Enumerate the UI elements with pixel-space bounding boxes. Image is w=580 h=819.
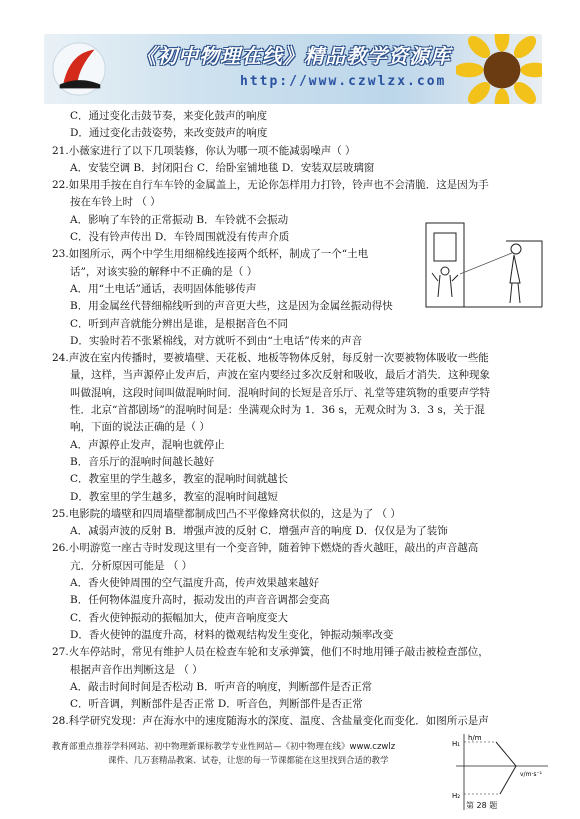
text-line: 22.如果用手按在自行车车铃的金属盖上，无论你怎样用力打铃，铃声也不会清脆．这是因为手 xyxy=(52,179,489,192)
text-line: 话”，对该实验的解释中不正确的是（ ） xyxy=(70,265,258,278)
text-line: B．用金属丝代替细棉线听到的声音更大些，这是因为金属丝振动得快 xyxy=(70,300,393,313)
text-line: C．没有铃声传出 D．车铃周围就没有传声介质 xyxy=(70,231,290,244)
page-footer xyxy=(52,740,452,768)
v-axis-label: v/m·s⁻¹ xyxy=(520,771,543,778)
text-line: C．听音调，判断部件是否正常 D．听音色，判断部件是否正常 xyxy=(70,698,363,711)
text-line: 24.声波在室内传播时，要被墙壁、天花板、地板等物体反射，每反射一次要被物体吸收一些能 xyxy=(52,352,489,365)
site-logo-icon xyxy=(50,40,108,98)
text-line: D．教室里的学生越多，教室的混响时间越短 xyxy=(70,490,278,503)
header-banner xyxy=(44,34,542,104)
string-telephone-figure xyxy=(424,213,544,313)
text-line: 21.小薇家进行了以下几项装修，你认为哪一项不能减弱噪声（ ） xyxy=(52,144,356,157)
h1-label: H₁ xyxy=(452,740,461,748)
text-line: 性．北京“首都剧场”的混响时间是：坐满观众时为 1．36 s，无观众时为 3．3 s，关于混 xyxy=(70,404,485,417)
text-line: B．任何物体温度升高时，振动发出的声音音调都会变高 xyxy=(70,594,330,607)
text-line: D．通过变化击鼓姿势，来改变鼓声的响度 xyxy=(70,127,268,140)
h2-label: H₂ xyxy=(452,792,461,800)
figure-caption: 第 28 题 xyxy=(466,801,498,810)
text-line: 28.科学研究发现：声在海水中的速度随海水的深度、温度、含盐量变化而变化．如图所示是声 xyxy=(52,715,489,728)
footer-line-2: 课件、几万套精品教案、试卷，让您的每一节课都能在这里找到合适的教学 xyxy=(108,756,389,766)
footer-line-1: 教育部重点推荐学科网站、初中物理新课标教学专业性网站—《初中物理在线》www.czwlz xyxy=(52,742,396,752)
text-line: A．声源停止发声，混响也就停止 xyxy=(70,438,225,451)
text-line: 根据声音作出判断这是 （ ） xyxy=(70,663,203,676)
banner-url-link[interactable]: http://www.czwlzx.com xyxy=(240,74,447,89)
text-line: C．听到声音就能分辨出是谁，是根据音色不同 xyxy=(70,317,289,330)
text-line: 亢．分析原因可能是 （ ） xyxy=(70,559,193,572)
text-line: 按在车铃上时 （ ） xyxy=(70,196,161,209)
text-line: C．香火使钟振动的振幅加大，使声音响度变大 xyxy=(70,611,289,624)
text-line: A．用“土电话”通话，表明固体能够传声 xyxy=(70,282,257,295)
banner-title: 《初中物理在线》精品教学资源库 xyxy=(136,44,451,68)
text-line: 26.小明游览一座古寺时发现这里有一个变音钟，随着钟下燃烧的香火越旺，敲出的声音越高 xyxy=(52,542,479,555)
text-line: D．实验时若不张紧棉线，对方就听不到由“土电话”传来的声音 xyxy=(70,334,363,347)
sunflower-icon xyxy=(456,34,542,104)
text-line: 量，这样，当声源停止发声后，声波在室内要经过多次反射和吸收，最后才消失．这种现象 xyxy=(70,369,490,382)
text-line: D．香火使钟的温度升高，材料的微观结构发生变化，钟振动频率改变 xyxy=(70,628,394,641)
text-line: 25.电影院的墙壁和四周墙壁都制成凹凸不平像蜂窝状似的，这是为了 （ ） xyxy=(52,507,401,520)
text-line: 27.火车停站时，常见有维护人员在检查车轮和支承弹簧，他们不时地用锤子敲击被检查部位， xyxy=(52,646,489,659)
text-line: A．安装空调 B．封闭阳台 C．给卧室铺地毯 D．安装双层玻璃窗 xyxy=(70,161,375,174)
text-line: A．香火使钟周围的空气温度升高，传声效果越来越好 xyxy=(70,577,320,590)
text-line: 响，下面的说法正确的是（ ） xyxy=(70,421,210,434)
text-line: C．通过变化击鼓节奏，来变化鼓声的响度 xyxy=(70,110,268,122)
text-line: A．减弱声波的反射 B．增强声波的反射 C．增强声音的响度 D．仅仅是为了装饰 xyxy=(70,525,448,538)
text-line: B．音乐厅的混响时间越长越好 xyxy=(70,455,215,468)
text-line: 叫做混响，这段时间叫做混响时间．混响时间的长短是音乐厅、礼堂等建筑物的重要声学特 xyxy=(70,386,490,399)
question-text-body xyxy=(52,108,548,731)
text-line: C．教室里的学生越多，教室的混响时间就越长 xyxy=(70,473,289,486)
text-line: A．敲击时间时间是否松动 B．听声音的响度，判断部件是否正常 xyxy=(70,680,373,693)
text-line: 23.如图所示，两个中学生用细棉线连接两个纸杯，制成了一个“土电 xyxy=(52,248,369,261)
h-axis-label: h/m xyxy=(468,734,482,742)
text-line: A．影响了车铃的正常振动 B．车铃就不会振动 xyxy=(70,213,289,226)
